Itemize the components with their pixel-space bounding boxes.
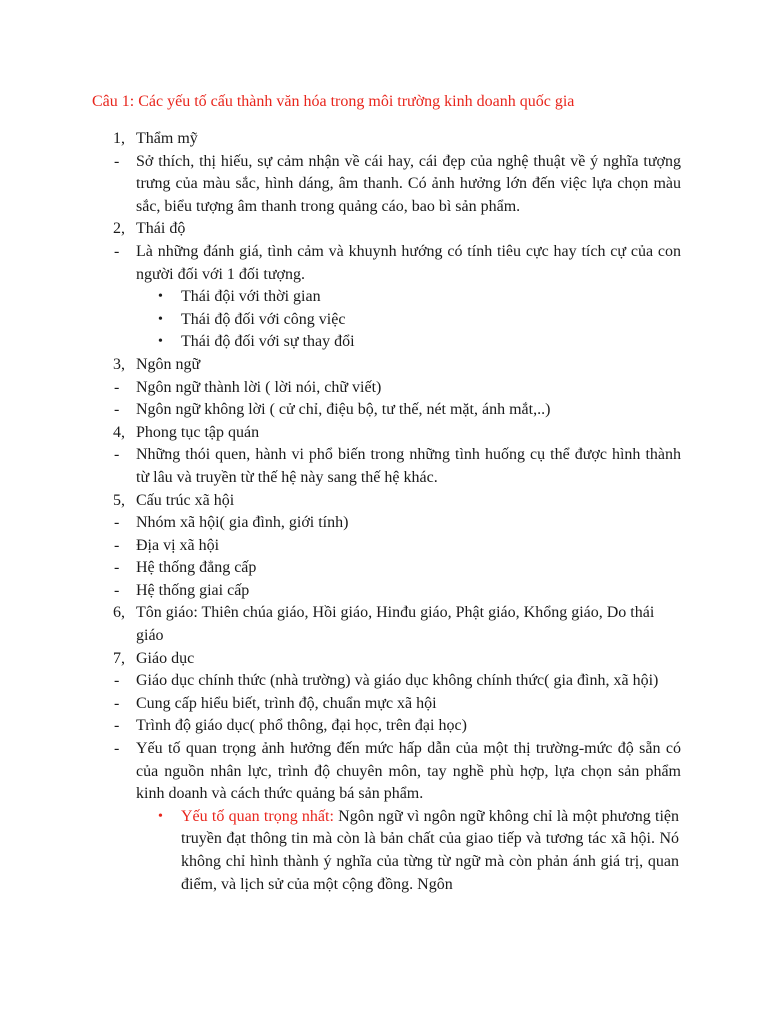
dash-marker: -: [114, 694, 120, 712]
list-item: [0, 444, 768, 489]
list-item-text: Địa vị xã hội: [136, 536, 220, 554]
list-number: 6,: [113, 604, 125, 622]
heading-text: Cấu trúc xã hội: [136, 491, 235, 509]
numbered-heading: [0, 648, 768, 671]
list-item: [0, 151, 768, 219]
heading-text: Ngôn ngữ: [136, 355, 201, 373]
list-item: [0, 512, 768, 535]
numbered-heading: [0, 490, 768, 513]
highlight-body: Ngôn ngữ vì ngôn ngữ không chỉ là một phương tiện truyền đạt thông tin mà còn là bản chất của giao tiếp và tương tác xã hội. Nó không chỉ hình thành ý nghĩa của từng từ ngữ mà còn phản ánh giá trị, quan điểm, và lịch sử của một cộng đồng. Ngôn: [181, 807, 680, 893]
bullet-dot-icon: •: [158, 311, 163, 327]
dash-marker: -: [114, 378, 120, 396]
dash-marker: -: [114, 401, 120, 419]
list-item-text: Ngôn ngữ không lời ( cử chỉ, điệu bộ, tư thế, nét mặt, ánh mắt,..): [136, 401, 551, 419]
list-number: 5,: [113, 491, 125, 509]
bullet-dot-icon: •: [158, 808, 163, 824]
numbered-heading: [0, 218, 768, 241]
dash-marker: -: [114, 514, 120, 532]
heading-text: Tôn giáo: Thiên chúa giáo, Hồi giáo, Hinđu giáo, Phật giáo, Khổng giáo, Do thái giáo: [136, 604, 655, 645]
list-item-text: Sở thích, thị hiếu, sự cảm nhận về cái hay, cái đẹp của nghệ thuật về ý nghĩa tượng trưng của màu sắc, hình dáng, âm thanh. Có ảnh hưởng lớn đến việc lựa chọn màu sắc, biểu tượng âm thanh trong quảng cáo, bao bì sản phẩm.: [136, 152, 681, 215]
list-item: [0, 738, 768, 806]
list-item-text: Hệ thống giai cấp: [136, 581, 250, 599]
dash-marker: -: [114, 717, 120, 735]
list-item-text: Nhóm xã hội( gia đình, giới tính): [136, 514, 349, 532]
bullet-item-text: Thái đội với thời gian: [181, 288, 321, 306]
list-item: [0, 535, 768, 558]
list-item: [0, 670, 768, 693]
list-number: 7,: [113, 649, 125, 667]
heading-text: Giáo dục: [136, 649, 195, 667]
list-item-text: Trình độ giáo dục( phổ thông, đại học, trên đại học): [136, 717, 467, 735]
highlight-item: [0, 806, 768, 896]
list-number: 3,: [113, 355, 125, 373]
numbered-heading: [0, 128, 768, 151]
list-item: [0, 580, 768, 603]
list-item-text: Những thói quen, hành vi phổ biến trong những tình huống cụ thể được hình thành từ lâu và truyền từ thế hệ này sang thế hệ khác.: [136, 446, 681, 486]
heading-text: Phong tục tập quán: [136, 423, 260, 441]
bullet-item-text: Thái độ đối với công việc: [181, 310, 346, 328]
dash-marker: -: [114, 559, 120, 577]
list-item: [0, 241, 768, 286]
list-number: 1,: [113, 130, 125, 147]
bullet-item: [0, 309, 768, 332]
list-item: [0, 715, 768, 738]
dash-marker: -: [114, 446, 120, 464]
list-item-text: Giáo dục chính thức (nhà trường) và giáo dục không chính thức( gia đình, xã hội): [136, 672, 659, 690]
bullet-item: [0, 331, 768, 354]
highlight-label: Yếu tố quan trọng nhất:: [181, 807, 334, 825]
list-item-text: Là những đánh giá, tình cảm và khuynh hướng có tính tiêu cực hay tích cự của con người đối với 1 đối tượng.: [136, 242, 681, 283]
numbered-heading: [0, 602, 768, 647]
dash-marker: -: [114, 581, 120, 599]
list-item-text: Cung cấp hiểu biết, trình độ, chuẩn mực xã hội: [136, 694, 437, 712]
list-number: 2,: [113, 220, 125, 238]
list-item: [0, 399, 768, 422]
list-item-text: Ngôn ngữ thành lời ( lời nói, chữ viết): [136, 378, 382, 396]
list-item: [0, 377, 768, 400]
bullet-item: [0, 286, 768, 309]
list-item: [0, 557, 768, 580]
dash-marker: -: [114, 152, 120, 170]
bullet-dot-icon: •: [158, 334, 163, 350]
numbered-heading: [0, 422, 768, 445]
document-title: Câu 1: Các yếu tố cấu thành văn hóa trong môi trường kinh doanh quốc gia: [92, 93, 575, 110]
bullet-dot-icon: •: [158, 289, 163, 305]
dash-marker: -: [114, 242, 120, 260]
dash-marker: -: [114, 740, 120, 758]
list-item-text: Yếu tố quan trọng ảnh hưởng đến mức hấp dẫn của một thị trường-mức độ sẵn có của nguồn nhân lực, trình độ chuyên môn, tay nghề phù hợp, lựa chọn sản phẩm kinh doanh và cách thức quảng bá sản phẩm.: [136, 740, 681, 803]
list-number: 4,: [113, 423, 125, 441]
heading-text: Thẩm mỹ: [136, 130, 198, 147]
dash-marker: -: [114, 536, 120, 554]
highlight-text: [181, 806, 679, 896]
dash-marker: -: [114, 672, 120, 690]
heading-text: Thái độ: [136, 220, 186, 238]
bullet-item-text: Thái độ đối với sự thay đổi: [181, 333, 355, 351]
list-item-text: Hệ thống đẳng cấp: [136, 559, 257, 577]
list-item: [0, 693, 768, 716]
document-body: [0, 128, 768, 896]
numbered-heading: [0, 354, 768, 377]
